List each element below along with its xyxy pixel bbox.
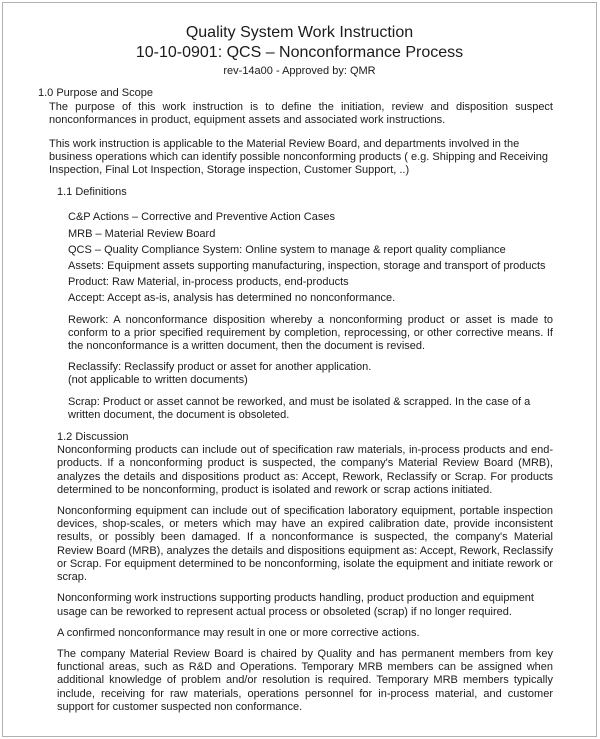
document-page	[2, 2, 597, 737]
definition-rework: Rework: A nonconformance disposition whereby a nonconforming product or asset is made to conform to a prior specified requirement by completion, reprocessing, or other corrective means. If the nonconformance is a written document, then the document is revised.	[68, 313, 553, 353]
definition-scrap: Scrap: Product or asset cannot be reworked, and must be isolated & scrapped. In the case of a written document, the document is obsoleted.	[68, 395, 531, 421]
definition-reclassify	[68, 361, 553, 387]
scope-paragraph: This work instruction is applicable to the Material Review Board, and departments involved in the business operations which can identify possible nonconforming products ( e.g. Shipping and Receiving Inspection, Final Lot Inspection, Storage inspection, Customer Support, ..)	[49, 137, 548, 177]
discussion-paragraph-corrective-actions: A confirmed nonconformance may result in one or more corrective actions.	[57, 626, 420, 639]
definition-qcs: QCS – Quality Compliance System: Online system to manage & report quality compliance	[68, 243, 506, 256]
section-heading-1-1: 1.1 Definitions	[57, 186, 127, 199]
document-header	[3, 3, 596, 78]
discussion-paragraph-mrb-members: The company Material Review Board is chaired by Quality and has permanent members from key functional areas, such as R&D and Operations. Temporary MRB members can be assigned when additional knowledge of problem and/or resolution is required. Temporary MRB members typically include, receiving for raw materials, operations personnel for in-process material, and customer support for customer suspected non conformance.	[57, 647, 553, 713]
definition-accept: Accept: Accept as-is, analysis has determined no nonconformance.	[68, 292, 396, 305]
discussion-paragraph-products: Nonconforming products can include out of specification raw materials, in-process products and end-products. If a nonconforming product is suspected, the company's Material Review Board (MRB), analyzes the details and dispositions product as: Accept, Rework, Reclassify or Scrap. For products determined to be nonconforming, product is isolated and rework or scrap actions initiated.	[57, 444, 553, 496]
definition-assets: Assets: Equipment assets supporting manufacturing, inspection, storage and transport of products	[68, 260, 546, 273]
definition-product: Product: Raw Material, in-process products, end-products	[68, 276, 349, 289]
document-body	[3, 87, 596, 714]
discussion-paragraph-equipment: Nonconforming equipment can include out of specification laboratory equipment, portable inspection devices, shop-scales, or meters which may have an expired calibration date, provide inconsistent results, or possibly been damaged. If a nonconformance is suspected, the company's Material Review Board (MRB), analyzes the details and dispositions equipment as: Accept, Rework, Reclassify or Scrap. For equipment determined to be nonconforming, isolate the equipment and initiate rework or scrap.	[57, 505, 553, 584]
document-title-line-2: 10-10-0901: QCS – Nonconformance Process	[135, 44, 464, 61]
discussion-paragraph-work-instructions: Nonconforming work instructions supporting products handling, product production and equipment usage can be reworked to represent actual process or obsoleted (scrap) if no longer required.	[57, 592, 534, 618]
section-heading-1-2: 1.2 Discussion	[57, 431, 129, 444]
definition-reclassify-line-1: Reclassify: Reclassify product or asset for another application.	[68, 361, 372, 374]
document-title-line-1: Quality System Work Instruction	[185, 24, 414, 41]
definition-mrb: MRB – Material Review Board	[68, 227, 216, 240]
document-revision-line: rev-14a00 - Approved by: QMR	[223, 65, 376, 77]
purpose-paragraph: The purpose of this work instruction is to define the initiation, review and disposition suspect nonconformances in product, equipment assets and associated work instructions.	[49, 101, 553, 127]
section-heading-1-0: 1.0 Purpose and Scope	[38, 87, 153, 99]
definition-reclassify-line-2: (not applicable to written documents)	[68, 374, 248, 387]
definition-cp-actions: C&P Actions – Corrective and Preventive Action Cases	[68, 211, 335, 224]
